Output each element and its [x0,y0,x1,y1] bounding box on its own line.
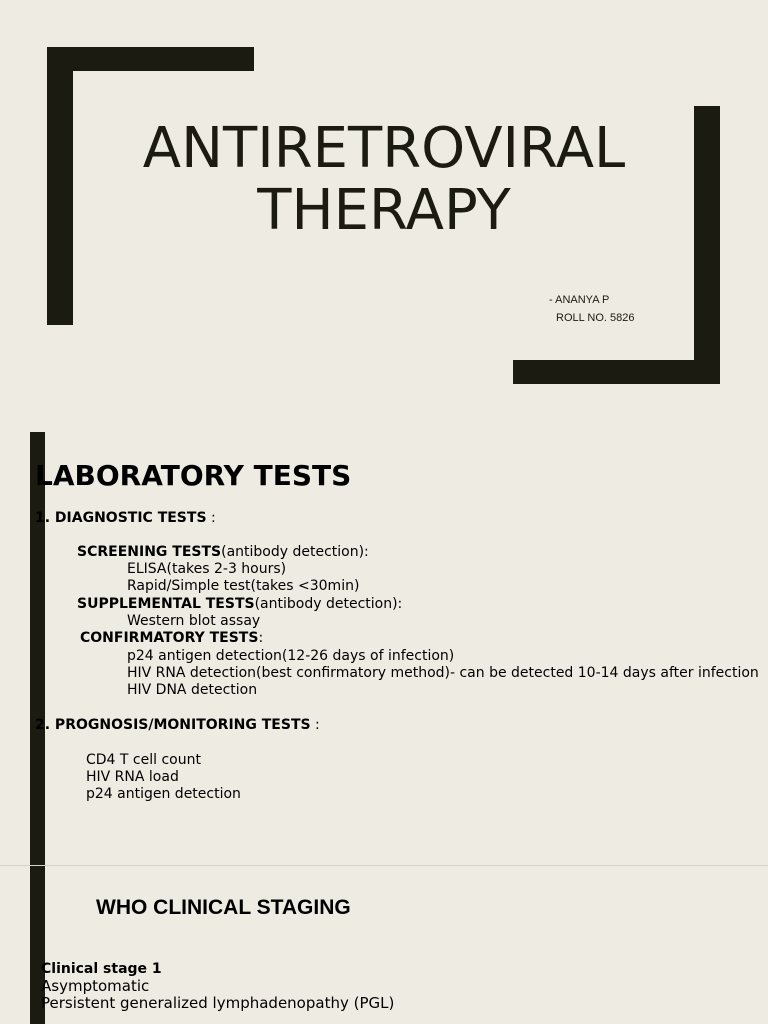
frame-bracket-top-left-horizontal [47,47,254,71]
list-item: p24 antigen detection [86,786,241,802]
list-item: HIV RNA load [86,769,179,785]
frame-bracket-bottom-right-horizontal [513,360,720,384]
list-item: Asymptomatic [41,977,150,995]
list-item: HIV RNA detection(best confirmatory method)- can be detected 10-14 days after infection [127,665,759,681]
title-slide [0,0,768,432]
slide-heading: WHO CLINICAL STAGING [96,896,351,919]
laboratory-tests-slide [0,432,768,865]
title-line-2: THERAPY [257,178,511,243]
slide-accent-bar [30,432,45,865]
slide-heading: LABORATORY TESTS [35,459,352,492]
slide-title [0,118,768,242]
screening-tests-line: SCREENING TESTS(antibody detection): [77,544,369,560]
author-roll-number: ROLL NO. 5826 [556,312,635,324]
list-item: Persistent generalized lymphadenopathy (PGL) [41,994,395,1012]
list-item: Rapid/Simple test(takes <30min) [127,578,360,594]
list-item: CD4 T cell count [86,752,201,768]
list-item: p24 antigen detection(12-26 days of infection) [127,648,455,664]
who-staging-slide [0,866,768,1024]
clinical-stage-heading: Clinical stage 1 [41,961,162,977]
supplemental-tests-line: SUPPLEMENTAL TESTS(antibody detection): [77,596,403,612]
diagnostic-tests-heading: 1. DIAGNOSTIC TESTS : [35,510,216,526]
list-item: HIV DNA detection [127,682,258,698]
list-item: ELISA(takes 2-3 hours) [127,561,287,577]
prognosis-tests-heading: 2. PROGNOSIS/MONITORING TESTS : [35,717,320,733]
author-name: - ANANYA P [549,294,610,306]
list-item: Western blot assay [127,613,261,629]
confirmatory-tests-line: CONFIRMATORY TESTS: [80,630,264,646]
title-line-1: ANTIRETROVIRAL [142,116,626,181]
